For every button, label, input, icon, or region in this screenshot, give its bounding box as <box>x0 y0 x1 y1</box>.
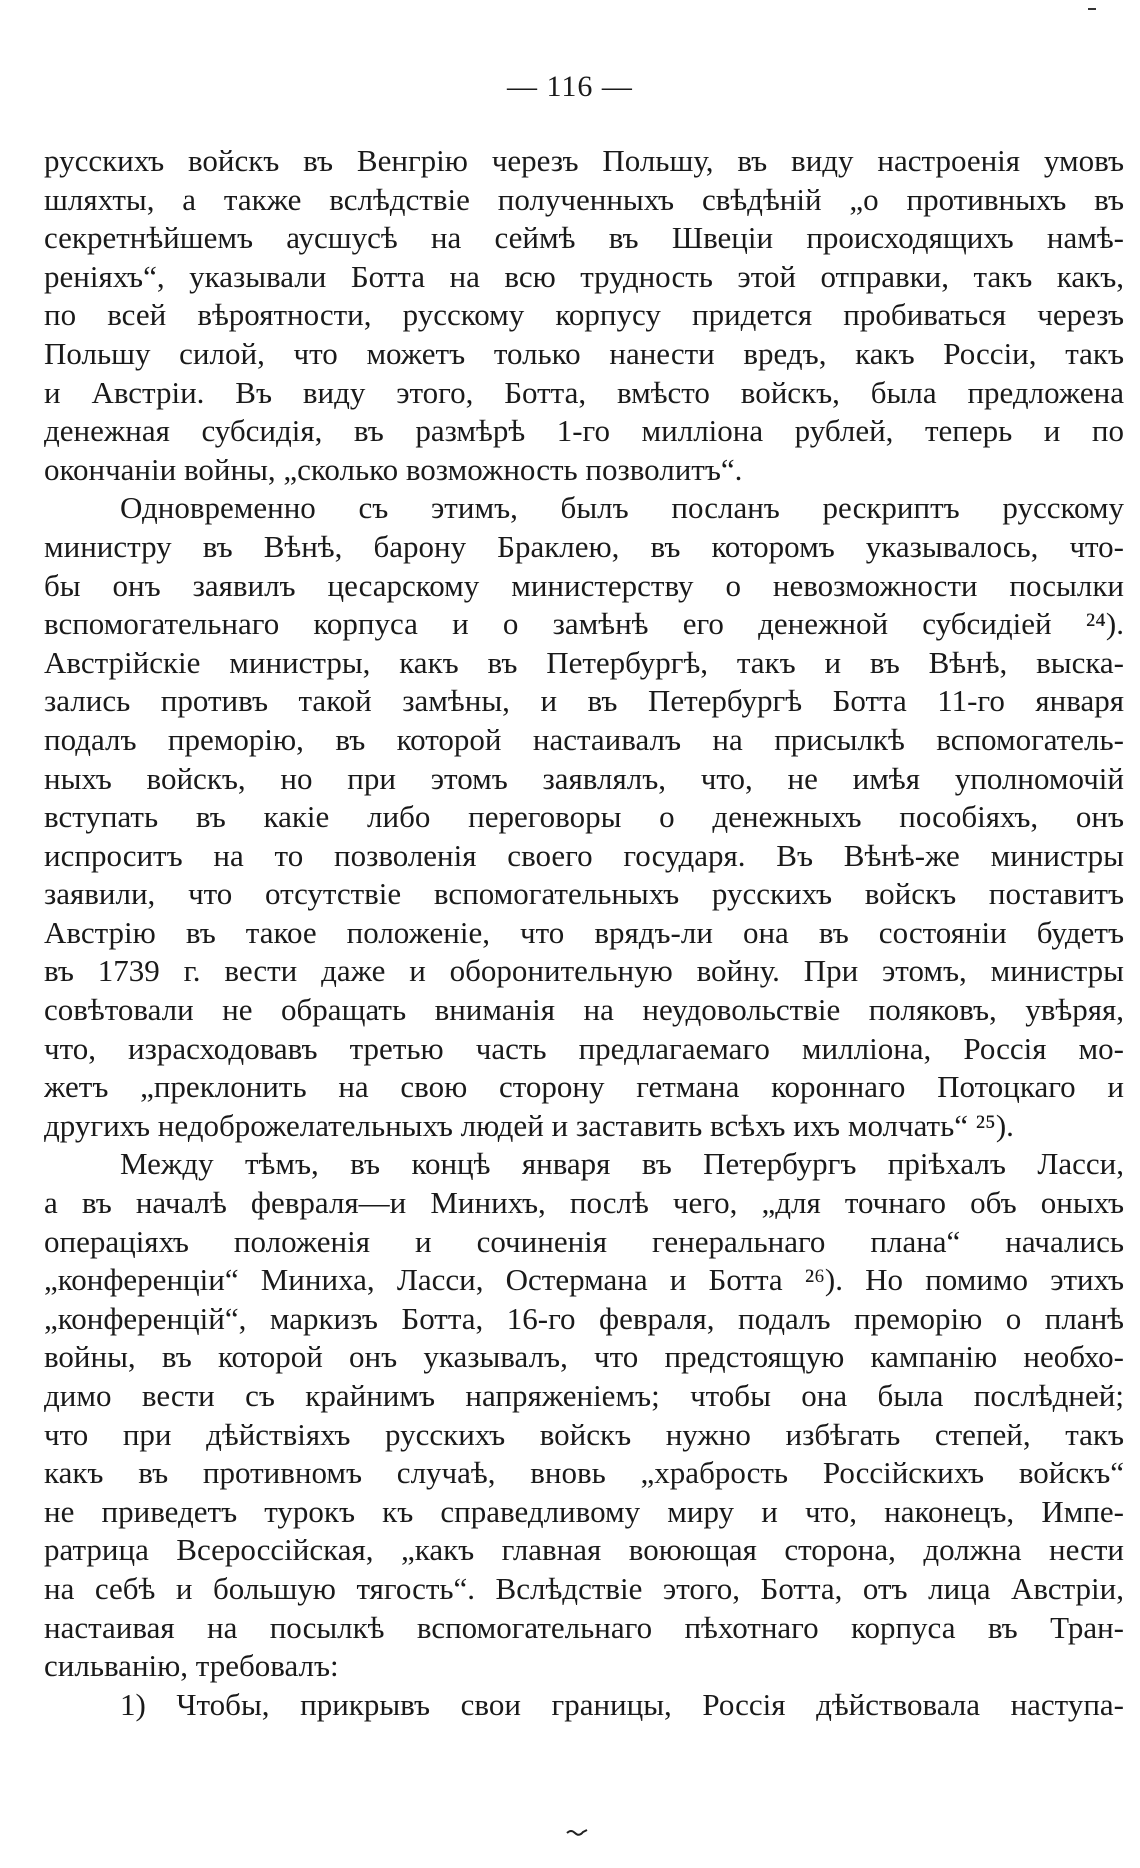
text-line: въ 1739 г. вести даже и оборонительную войну. При этомъ, министры <box>44 953 1124 989</box>
text-line: 1) Чтобы, прикрывъ свои границы, Россія дѣйствовала наступа- <box>120 1686 1124 1722</box>
text-line: не приведетъ турокъ къ справедливому миру и что, наконецъ, Импе- <box>44 1493 1124 1529</box>
scan-corner-mark <box>1088 2 1096 10</box>
text-line: жетъ „преклонить на свою сторону гетмана короннаго Потоцкаго и <box>44 1069 1124 1105</box>
text-line: „конференцій“, маркизъ Ботта, 16-го февраля, подалъ преморію о планѣ <box>44 1300 1124 1336</box>
text-line: на себѣ и большую тягость“. Вслѣдствіе этого, Ботта, отъ лица Австріи, <box>44 1570 1124 1606</box>
text-line: Австрійскіе министры, какъ въ Петербургѣ, такъ и въ Вѣнѣ, выска- <box>44 644 1124 680</box>
text-line: подалъ преморію, въ которой настаивалъ на присылкѣ вспомогатель- <box>44 721 1124 757</box>
text-line: окончаніи войны, „сколько возможность позволитъ“. <box>44 451 743 487</box>
text-line: министру въ Вѣнѣ, барону Браклею, въ которомъ указывалось, что- <box>44 528 1124 564</box>
text-line: что, израсходовавъ третью часть предлагаемаго милліона, Россія мо- <box>44 1030 1124 1066</box>
text-line: бы онъ заявилъ цесарскому министерству о невозможности посылки <box>44 567 1124 603</box>
text-line: и Австріи. Въ виду этого, Ботта, вмѣсто войскъ, была предложена <box>44 374 1124 410</box>
text-line: вспомогательнаго корпуса и о замѣнѣ его денежной субсидіей ²⁴). <box>44 606 1124 642</box>
text-line: какъ въ противномъ случаѣ, вновь „храбрость Россійскихъ войскъ“ <box>44 1455 1124 1491</box>
text-line: испроситъ на то позволенія своего государя. Въ Вѣнѣ-же министры <box>44 837 1124 873</box>
text-line: димо вести съ крайнимъ напряженіемъ; чтобы она была послѣдней; <box>44 1378 1124 1413</box>
text-line: Одновременно съ этимъ, былъ посланъ рескриптъ русскому <box>120 490 1124 526</box>
text-line: операціяхъ положенія и сочиненія генеральнаго плана“ начались <box>44 1223 1124 1259</box>
text-line: сильванію, требовалъ: <box>44 1648 339 1684</box>
footer-ornament <box>566 1828 588 1836</box>
text-line: другихъ недоброжелательныхъ людей и заставить всѣхъ ихъ молчать“ ²⁵). <box>44 1107 1014 1143</box>
text-line: настаивая на посылкѣ вспомогательнаго пѣхотнаго корпуса въ Тран- <box>44 1609 1124 1645</box>
text-line: войны, въ которой онъ указывалъ, что предстоящую кампанію необхо- <box>44 1339 1124 1375</box>
text-line: шляхты, а также вслѣдствіе полученныхъ свѣдѣній „о противныхъ въ <box>44 181 1124 217</box>
text-line: что при дѣйствіяхъ русскихъ войскъ нужно избѣгать степей, такъ <box>44 1416 1124 1452</box>
text-line: Австрію въ такое положеніе, что врядъ-ли она въ состояніи будетъ <box>44 914 1124 950</box>
text-line: Между тѣмъ, въ концѣ января въ Петербургъ пріѣхалъ Ласси, <box>120 1146 1124 1182</box>
text-line: ратрица Всероссійская, „какъ главная воюющая сторона, должна нести <box>44 1532 1124 1568</box>
page-number: — 116 — <box>507 70 633 103</box>
text-line: по всей вѣроятности, русскому корпусу придется пробиваться черезъ <box>44 297 1124 333</box>
text-line: вступать въ какіе либо переговоры о денежныхъ пособіяхъ, онъ <box>44 799 1124 835</box>
text-line: реніяхъ“, указывали Ботта на всю трудность этой отправки, такъ какъ, <box>44 258 1124 294</box>
body-text <box>44 142 1124 1724</box>
text-line: заявили, что отсутствіе вспомогательныхъ русскихъ войскъ поставитъ <box>44 876 1124 912</box>
text-line: секретнѣйшемъ аусшусѣ на сеймѣ въ Швеціи происходящихъ намѣ- <box>44 220 1124 256</box>
text-line: Польшу силой, что можетъ только нанести вредъ, какъ Россіи, такъ <box>44 335 1124 371</box>
text-line: совѣтовали не обращать вниманія на неудовольствіе поляковъ, увѣряя, <box>44 992 1124 1028</box>
text-line: а въ началѣ февраля—и Минихъ, послѣ чего, „для точнаго объ оныхъ <box>44 1185 1124 1221</box>
text-line: ныхъ войскъ, но при этомъ заявлялъ, что, не имѣя уполномочій <box>44 760 1124 796</box>
text-line: русскихъ войскъ въ Венгрію черезъ Польшу, въ виду настроенія умовъ <box>44 143 1124 178</box>
text-line: „конференціи“ Миниха, Ласси, Остермана и Ботта ²⁶). Но помимо этихъ <box>44 1262 1124 1298</box>
text-line: денежная субсидія, въ размѣрѣ 1-го милліона рублей, теперь и по <box>44 413 1124 449</box>
text-line: зались противъ такой замѣны, и въ Петербургѣ Ботта 11-го января <box>44 683 1124 719</box>
